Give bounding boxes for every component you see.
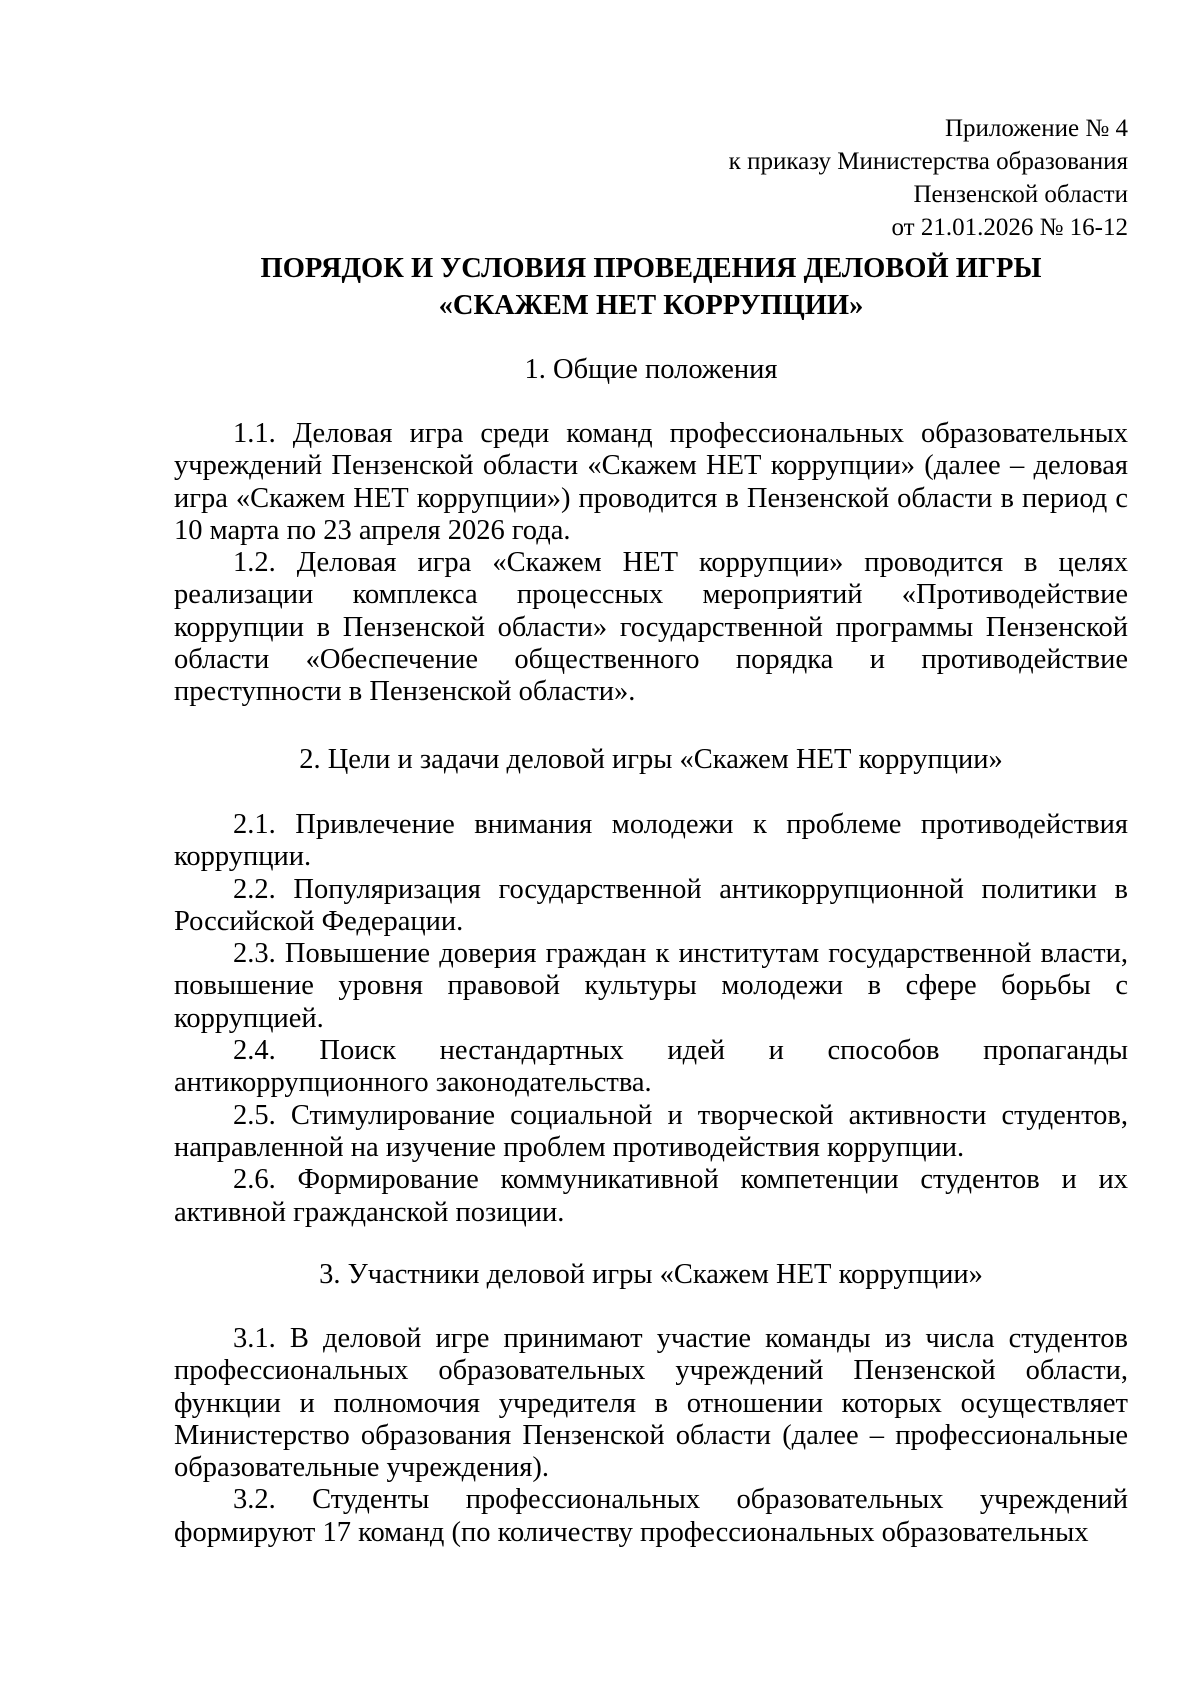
paragraph-2-6: 2.6. Формирование коммуникативной компетенции студентов и их активной гражданской позиции. bbox=[174, 1164, 1128, 1228]
title-line-1: ПОРЯДОК И УСЛОВИЯ ПРОВЕДЕНИЯ ДЕЛОВОЙ ИГРЫ bbox=[260, 253, 1042, 284]
section-2-body bbox=[174, 809, 1128, 1229]
section-heading-3: 3. Участники деловой игры «Скажем НЕТ коррупции» bbox=[319, 1259, 983, 1290]
attachment-order-ref: к приказу Министерства образования bbox=[728, 148, 1128, 175]
paragraph-3-1: 3.1. В деловой игре принимают участие команды из числа студентов профессиональных образовательных учреждений Пензенской области, функции и полномочия учредителя в отношении которых осуществляет Министерство образования Пензенской области (далее – профессиональные образовательные учреждения). bbox=[174, 1323, 1128, 1484]
paragraph-2-4: 2.4. Поиск нестандартных идей и способов пропаганды антикоррупционного законодательства. bbox=[174, 1035, 1128, 1099]
section-heading-1: 1. Общие положения bbox=[524, 354, 778, 385]
attachment-region: Пензенской области bbox=[913, 181, 1128, 208]
paragraph-2-5: 2.5. Стимулирование социальной и творческой активности студентов, направленной на изучение проблем противодействия коррупции. bbox=[174, 1099, 1128, 1163]
section-heading-2: 2. Цели и задачи деловой игры «Скажем НЕТ коррупции» bbox=[299, 744, 1003, 775]
paragraph-2-2: 2.2. Популяризация государственной антикоррупционной политики в Российской Федерации. bbox=[174, 873, 1128, 937]
section-3-body bbox=[174, 1323, 1128, 1549]
paragraph-2-3: 2.3. Повышение доверия граждан к институтам государственной власти, повышение уровня правовой культуры молодежи в сфере борьбы с коррупцией. bbox=[174, 938, 1128, 1034]
document-title bbox=[174, 250, 1128, 324]
paragraph-1-2: 1.2. Деловая игра «Скажем НЕТ коррупции» проводится в целях реализации комплекса процессных мероприятий «Противодействие коррупции в Пензенской области» государственной программы Пензенской области «Обеспечение общественного порядка и противодействие преступности в Пензенской области». bbox=[174, 547, 1128, 708]
paragraph-3-2: 3.2. Студенты профессиональных образовательных учреждений формируют 17 команд (по количеству профессиональных образовательных bbox=[174, 1484, 1128, 1548]
attachment-number: Приложение № 4 bbox=[944, 115, 1128, 142]
paragraph-1-1: 1.1. Деловая игра среди команд профессиональных образовательных учреждений Пензенской области «Скажем НЕТ коррупции» (далее – деловая игра «Скажем НЕТ коррупции») проводится в Пензенской области в период с 10 марта по 23 апреля 2026 года. bbox=[174, 418, 1128, 546]
section-1-body bbox=[174, 418, 1128, 709]
paragraph-2-1: 2.1. Привлечение внимания молодежи к проблеме противодействия коррупции. bbox=[174, 809, 1128, 873]
attachment-block bbox=[729, 112, 1128, 244]
attachment-date-number: от 21.01.2026 № 16-12 bbox=[891, 214, 1128, 241]
title-line-2: «СКАЖЕМ НЕТ КОРРУПЦИИ» bbox=[438, 290, 864, 321]
